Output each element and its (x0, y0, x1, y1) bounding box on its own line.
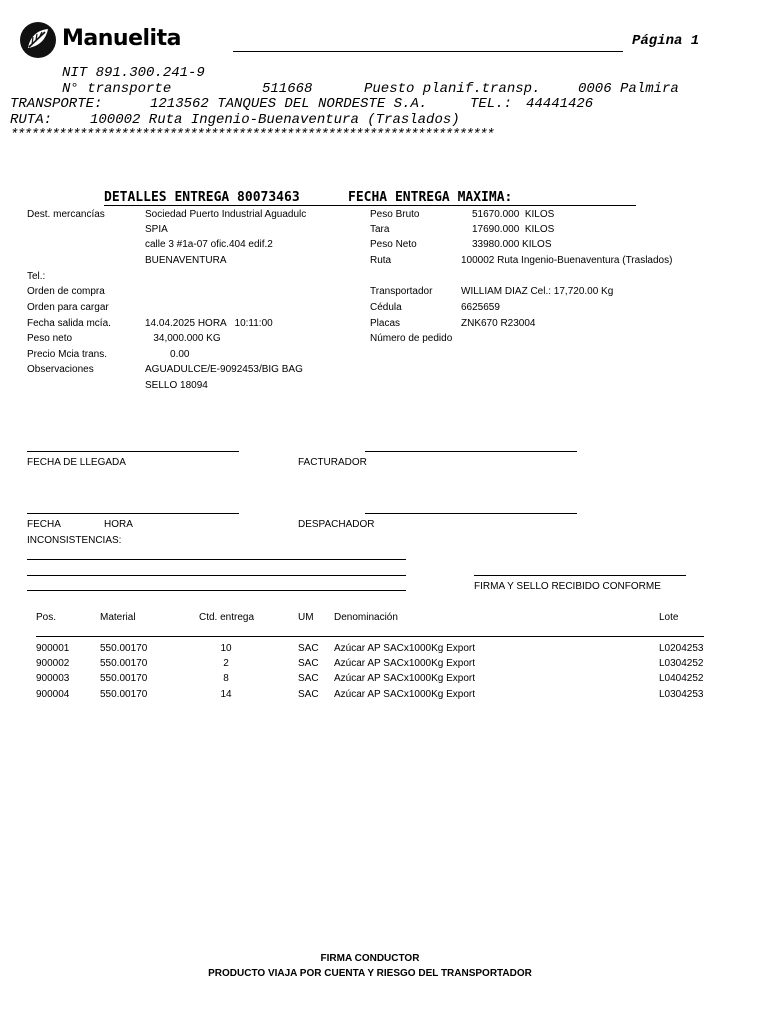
cell-material: 550.00170 (100, 673, 148, 684)
detail-label: Ruta (370, 255, 392, 266)
detail-value: 34,000.000 KG (145, 333, 221, 344)
brand-name: Manuelita (62, 26, 181, 51)
page-number: Página 1 (632, 33, 700, 49)
hora-label: HORA (104, 519, 133, 530)
signature-line (365, 513, 577, 514)
detail-value: WILLIAM DIAZ Cel.: 17,720.00 Kg (461, 286, 614, 297)
detail-value: SPIA (145, 224, 168, 235)
detail-label: Transportador (370, 286, 433, 297)
transporte-label: TRANSPORTE: (10, 96, 103, 112)
cell-pos: 900004 (36, 689, 70, 700)
ruta-value: 100002 Ruta Ingenio-Buenaventura (Traslados) (90, 112, 460, 128)
column-header: Material (100, 612, 136, 623)
details-title: DETALLES ENTREGA 80073463 (104, 190, 300, 205)
detail-label: Tara (370, 224, 390, 235)
inconsistencias-line (27, 575, 406, 576)
cell-description: Azúcar AP SACx1000Kg Export (334, 673, 476, 684)
detail-label: Peso neto (27, 333, 73, 344)
cell-um: SAC (298, 643, 319, 654)
detail-label: Orden de compra (27, 286, 105, 297)
cell-qty: 8 (223, 673, 229, 684)
detail-label: Dest. mercancías (27, 209, 105, 220)
signature-line (27, 451, 239, 452)
table-header-rule (36, 636, 704, 637)
cell-um: SAC (298, 658, 319, 669)
header-rule (233, 51, 623, 52)
detail-value: calle 3 #1a-07 ofic.404 edif.2 (145, 239, 273, 250)
firma-sello-label: FIRMA Y SELLO RECIBIDO CONFORME (474, 581, 661, 592)
cell-lote: L0304252 (659, 658, 704, 669)
cell-qty: 10 (220, 643, 232, 654)
cell-description: Azúcar AP SACx1000Kg Export (334, 689, 476, 700)
details-title-rule (104, 205, 636, 206)
firma-conductor: FIRMA CONDUCTOR (320, 953, 420, 964)
cell-description: Azúcar AP SACx1000Kg Export (334, 658, 476, 669)
cell-material: 550.00170 (100, 643, 148, 654)
cell-um: SAC (298, 689, 319, 700)
cell-qty: 2 (223, 658, 229, 669)
puesto-value: 0006 Palmira (578, 81, 679, 97)
cell-lote: L0304253 (659, 689, 704, 700)
tel-value: 44441426 (526, 96, 594, 112)
detail-value: AGUADULCE/E-9092453/BIG BAG (145, 364, 303, 375)
fecha-maxima-label: FECHA ENTREGA MAXIMA: (348, 190, 513, 205)
signature-line (365, 451, 577, 452)
detail-label: Peso Neto (370, 239, 417, 250)
cell-pos: 900001 (36, 643, 70, 654)
signature-line (474, 575, 686, 576)
inconsistencias-line (27, 559, 406, 560)
detail-value: 51670.000 KILOS (472, 209, 555, 220)
facturador-label: FACTURADOR (298, 457, 367, 468)
detail-label: Fecha salida mcía. (27, 318, 111, 329)
producto-viaja-notice: PRODUCTO VIAJA POR CUENTA Y RIESGO DEL TRANSPORTADOR (208, 968, 532, 979)
cell-lote: L0404252 (659, 673, 704, 684)
tel-label: TEL.: (470, 96, 513, 112)
column-header: Lote (659, 612, 679, 623)
detail-value: 0.00 (145, 349, 190, 360)
column-header: UM (298, 612, 314, 623)
detail-label: Placas (370, 318, 401, 329)
cell-description: Azúcar AP SACx1000Kg Export (334, 643, 476, 654)
detail-label: Orden para cargar (27, 302, 109, 313)
detail-value: 6625659 (461, 302, 500, 313)
cell-um: SAC (298, 673, 319, 684)
detail-label: Número de pedido (370, 333, 453, 344)
nit: NIT 891.300.241-9 (62, 65, 205, 81)
transporte-no-value: 511668 (262, 81, 313, 97)
detail-value: BUENAVENTURA (145, 255, 227, 266)
cell-qty: 14 (220, 689, 232, 700)
fecha-label: FECHA (27, 519, 61, 530)
inconsistencias-line (27, 590, 406, 591)
detail-label: Cédula (370, 302, 402, 313)
detail-label: Peso Bruto (370, 209, 420, 220)
detail-value: 17690.000 KILOS (472, 224, 555, 235)
cell-pos: 900002 (36, 658, 70, 669)
detail-label: Tel.: (27, 271, 46, 282)
detail-value: SELLO 18094 (145, 380, 208, 391)
column-header: Ctd. entrega (199, 612, 255, 623)
ruta-label: RUTA: (10, 112, 53, 128)
detail-label: Precio Mcia trans. (27, 349, 108, 360)
transporte-value: 1213562 TANQUES DEL NORDESTE S.A. (150, 96, 428, 112)
transporte-no-label: N° transporte (62, 81, 172, 97)
detail-label: Observaciones (27, 364, 94, 375)
detail-value: 100002 Ruta Ingenio-Buenaventura (Traslados) (461, 255, 673, 266)
signature-line (27, 513, 239, 514)
cell-lote: L0204253 (659, 643, 704, 654)
puesto-label: Puesto planif.transp. (364, 81, 541, 97)
cell-material: 550.00170 (100, 689, 148, 700)
fecha-llegada-label: FECHA DE LLEGADA (27, 457, 126, 468)
inconsistencias-label: INCONSISTENCIAS: (27, 535, 122, 546)
star-separator: ********************************************************************** (10, 127, 494, 143)
cell-material: 550.00170 (100, 658, 148, 669)
detail-value: ZNK670 R23004 (461, 318, 536, 329)
detail-value: Sociedad Puerto Industrial Aguadulc (145, 209, 307, 220)
column-header: Denominación (334, 612, 398, 623)
detail-value: 14.04.2025 HORA 10:11:00 (145, 318, 273, 329)
detail-value: 33980.000 KILOS (472, 239, 552, 250)
column-header: Pos. (36, 612, 57, 623)
cell-pos: 900003 (36, 673, 70, 684)
leaf-logo-icon (18, 20, 58, 60)
despachador-label: DESPACHADOR (298, 519, 375, 530)
